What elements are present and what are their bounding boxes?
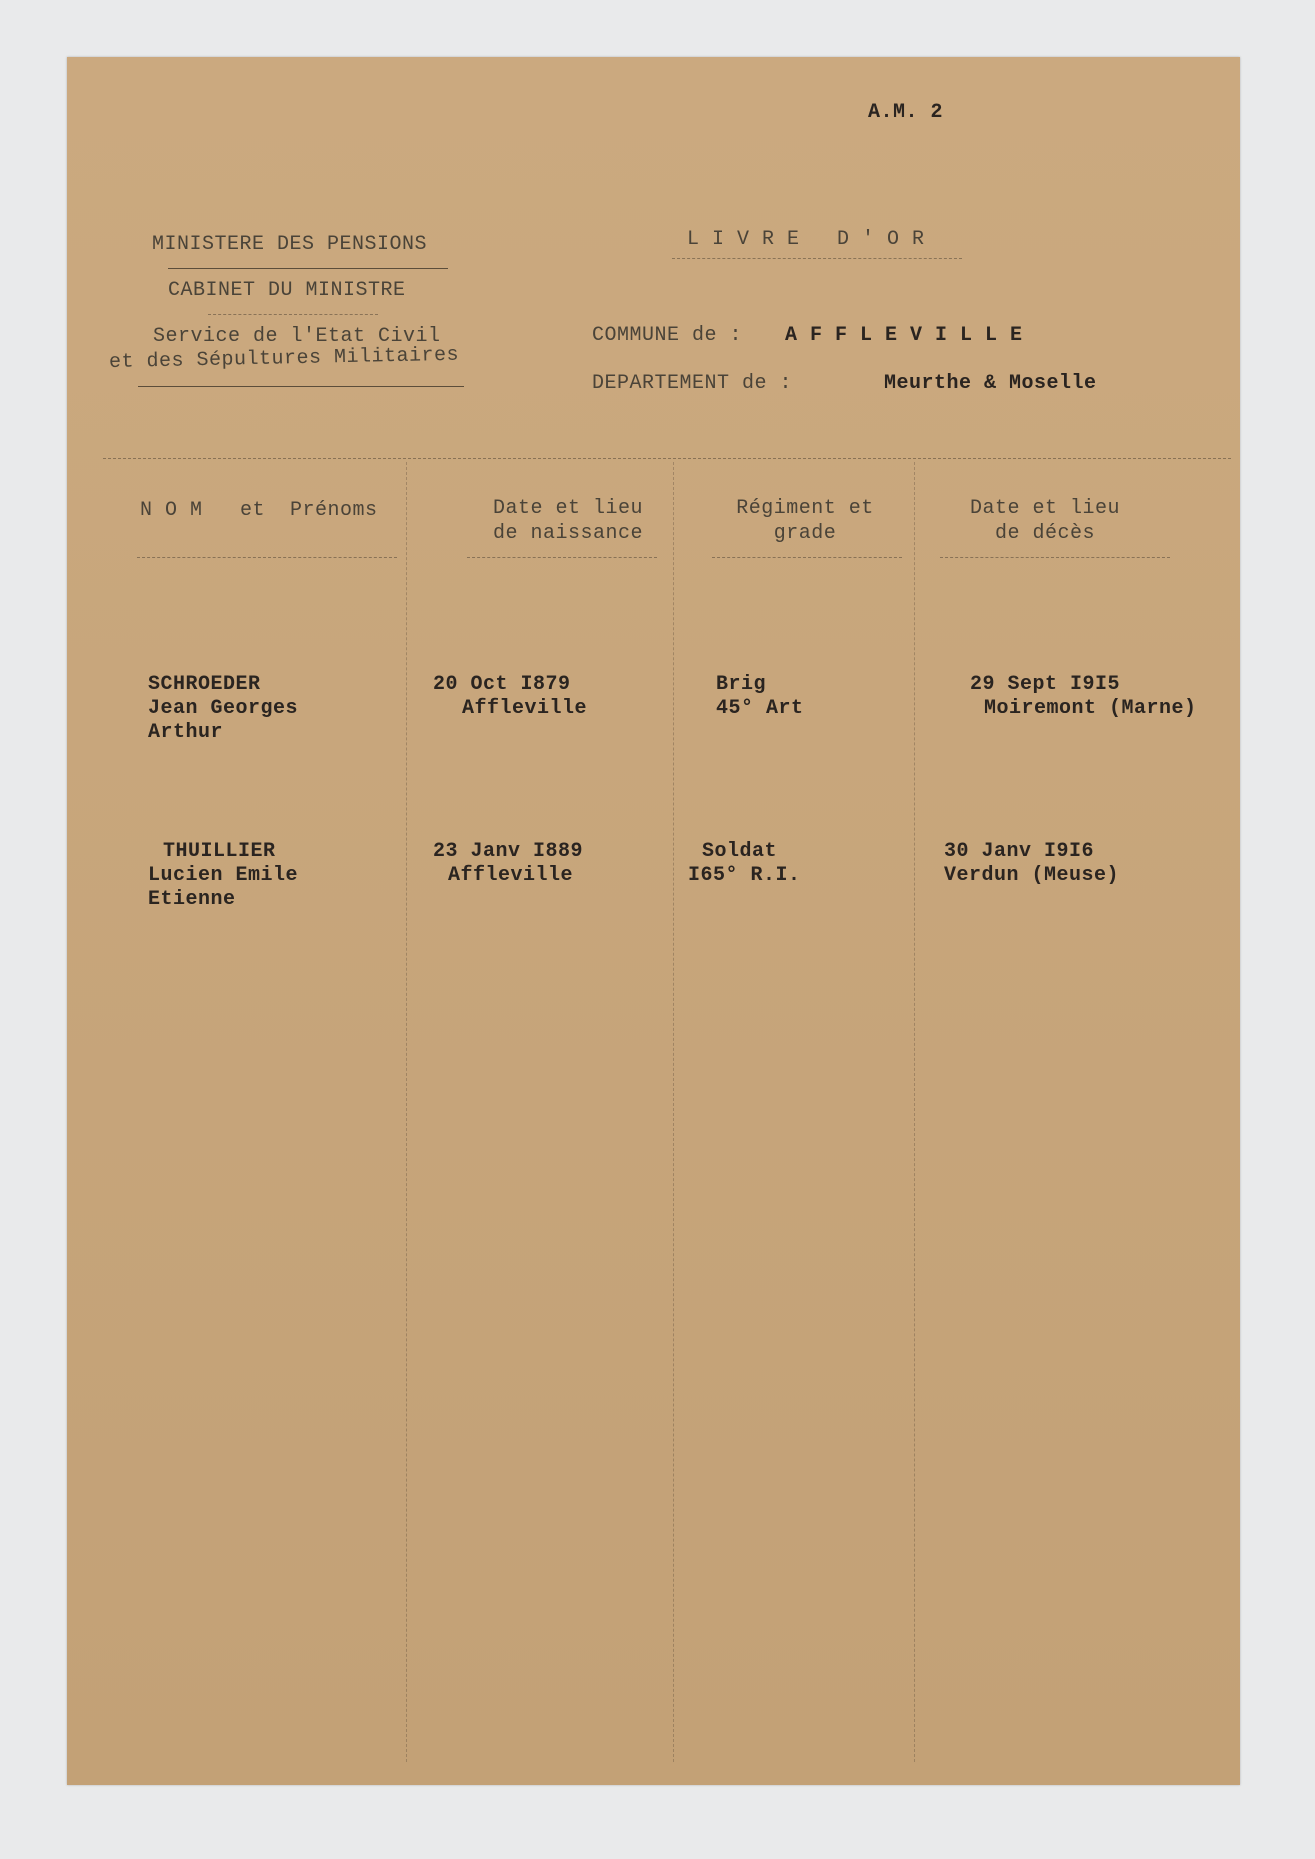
title-underline — [672, 258, 962, 259]
departement-label: DEPARTEMENT de : — [592, 372, 793, 395]
commune-value: A F F L E V I L L E — [785, 324, 1023, 347]
header-underline — [712, 557, 902, 558]
header-name: N O M et Prénoms — [140, 499, 378, 522]
entry-birth-place: Affleville — [448, 864, 574, 887]
entry-given-names: Lucien Emile — [148, 864, 299, 887]
entry-given-names: Jean Georges — [148, 697, 299, 720]
entry-grade: Brig — [716, 673, 767, 696]
entry-surname: SCHROEDER — [148, 673, 261, 696]
header-underline — [137, 557, 397, 558]
entry-surname: THUILLIER — [163, 840, 276, 863]
header-birth-line1: Date et lieu — [492, 497, 644, 520]
entry-birth-date: 23 Janv I889 — [433, 840, 584, 863]
entry-death-date: 29 Sept I9I5 — [970, 673, 1121, 696]
service-line-1: Service de l'Etat Civil — [153, 325, 441, 348]
table-top-rule — [103, 458, 1231, 459]
commune-label: COMMUNE de : — [592, 324, 743, 347]
entry-grade: Soldat — [702, 840, 778, 863]
entry-regiment: I65° R.I. — [688, 864, 801, 887]
header-death-line2: de décès — [994, 522, 1095, 545]
reference-code: A.M. 2 — [868, 101, 944, 124]
header-underline — [467, 557, 657, 558]
service-underline — [138, 386, 464, 387]
header-regiment-line2: grade — [773, 522, 837, 545]
column-divider — [673, 462, 674, 1762]
ministry-name: MINISTERE DES PENSIONS — [152, 233, 428, 256]
entry-given-names-2: Arthur — [148, 721, 224, 744]
cabinet-name: CABINET DU MINISTRE — [168, 279, 406, 302]
column-divider — [406, 462, 407, 1762]
header-birth-line2: de naissance — [492, 522, 644, 545]
entry-given-names-2: Etienne — [148, 888, 236, 911]
document-page — [67, 57, 1240, 1785]
header-death-line1: Date et lieu — [969, 497, 1121, 520]
entry-death-place: Moiremont (Marne) — [984, 697, 1197, 720]
cabinet-underline — [208, 314, 378, 315]
entry-death-date: 30 Janv I9I6 — [944, 840, 1095, 863]
entry-birth-date: 20 Oct I879 — [433, 673, 571, 696]
ministry-underline — [168, 268, 448, 269]
column-divider — [914, 462, 915, 1762]
header-underline — [940, 557, 1170, 558]
entry-death-place: Verdun (Meuse) — [944, 864, 1120, 887]
header-regiment-line1: Régiment et — [736, 497, 874, 520]
entry-regiment: 45° Art — [716, 697, 804, 720]
service-line-2: et des Sépultures Militaires — [108, 343, 460, 374]
document-title: L I V R E D ' O R — [687, 228, 925, 251]
departement-value: Meurthe & Moselle — [884, 372, 1097, 395]
entry-birth-place: Affleville — [462, 697, 588, 720]
